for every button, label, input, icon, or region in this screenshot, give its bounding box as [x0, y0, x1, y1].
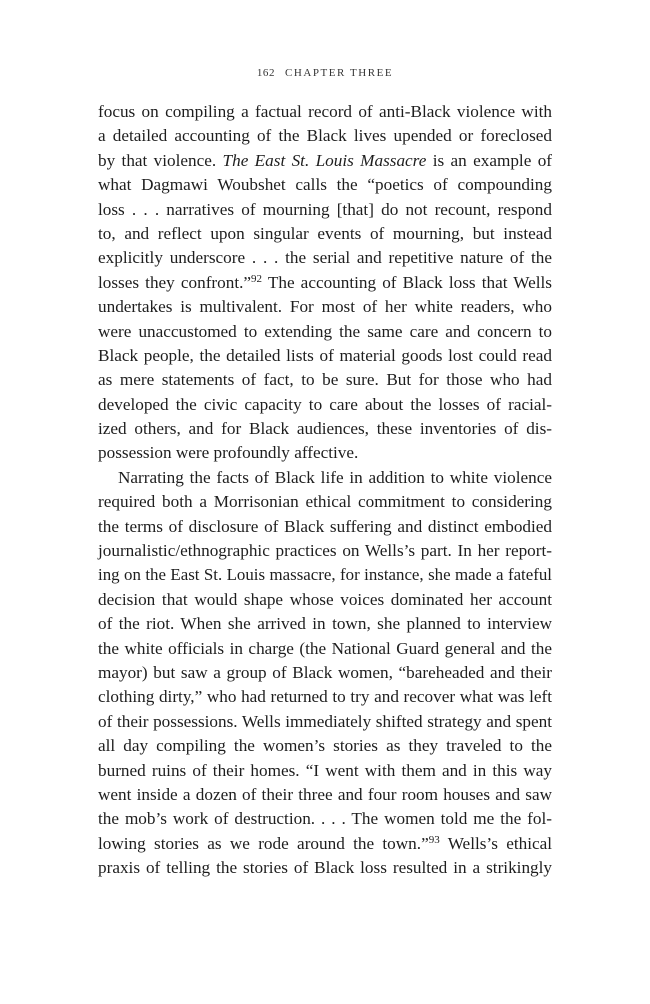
running-head [98, 67, 552, 79]
text-line: all day compiling the women’s stories as they traveled to the [98, 736, 552, 756]
text-line: of the riot. When she arrived in town, she planned to interview [98, 614, 552, 634]
text-line: lowing stories as we rode around the town.”$^{93}$ Wells’s ethical [98, 833, 553, 853]
chapter-title: CHAPTER THREE [285, 67, 394, 79]
text-line: what Dagmawi Woubshet calls the “poetics of compounding [98, 175, 552, 195]
text-line: the white officials in charge (the National Guard general and the [98, 638, 552, 658]
text-line: went inside a dozen of their three and four room houses and saw [98, 784, 552, 804]
text-line: the terms of disclosure of Black suffering and distinct embodied [98, 516, 552, 536]
text-line: were unaccustomed to extending the same care and concern to [98, 321, 552, 341]
text-line: burned ruins of their homes. “I went with them and in this way [98, 760, 552, 780]
text-line: ing on the East St. Louis massacre, for instance, she made a fateful [98, 565, 552, 585]
text-line: as mere statements of fact, to be sure. But for those who had [98, 370, 552, 390]
page-number: 162 [256, 67, 275, 79]
text-line: undertakes is multivalent. For most of her white readers, who [98, 297, 552, 317]
text-line: praxis of telling the stories of Black loss resulted in a strikingly [98, 858, 552, 878]
text-line: loss . . . narratives of mourning [that] do not recount, respond [98, 199, 552, 219]
text-line: by that violence. The East St. Louis Massacre is an example of [98, 150, 553, 170]
text-line: decision that would shape whose voices dominated her account [98, 589, 552, 609]
book-page [98, 0, 552, 1004]
text-line: ized others, and for Black audiences, these inventories of dis- [98, 419, 552, 439]
text-line: the mob’s work of destruction. . . . The women told me the fol- [98, 809, 552, 829]
text-line: developed the civic capacity to care about the losses of racial- [98, 394, 552, 414]
text-line: explicitly underscore . . . the serial and repetitive nature of the [98, 248, 552, 268]
text-line: losses they confront.”$^{92}$ The accounting of Black loss that Wells [98, 272, 552, 292]
text-line: mayor) but saw a group of Black women, “bareheaded and their [98, 662, 552, 682]
text-line: focus on compiling a factual record of anti-Black violence with [98, 102, 552, 121]
text-line: a detailed accounting of the Black lives upended or foreclosed [98, 126, 552, 146]
text-line: possession were profoundly affective. [98, 443, 359, 463]
text-line: to, and reflect upon singular events of mourning, but instead [98, 223, 552, 243]
text-line: journalistic/ethnographic practices on Wells’s part. In her report- [98, 541, 552, 561]
text-line: Narrating the facts of Black life in addition to white violence [118, 467, 552, 487]
text-line: of their possessions. Wells immediately shifted strategy and spent [98, 711, 552, 731]
text-line: clothing dirty,” who had returned to try and recover what was left [98, 687, 552, 707]
text-line: required both a Morrisonian ethical commitment to considering [98, 492, 552, 512]
body-text [98, 100, 552, 881]
text-line: Black people, the detailed lists of material goods lost could read [98, 345, 552, 365]
